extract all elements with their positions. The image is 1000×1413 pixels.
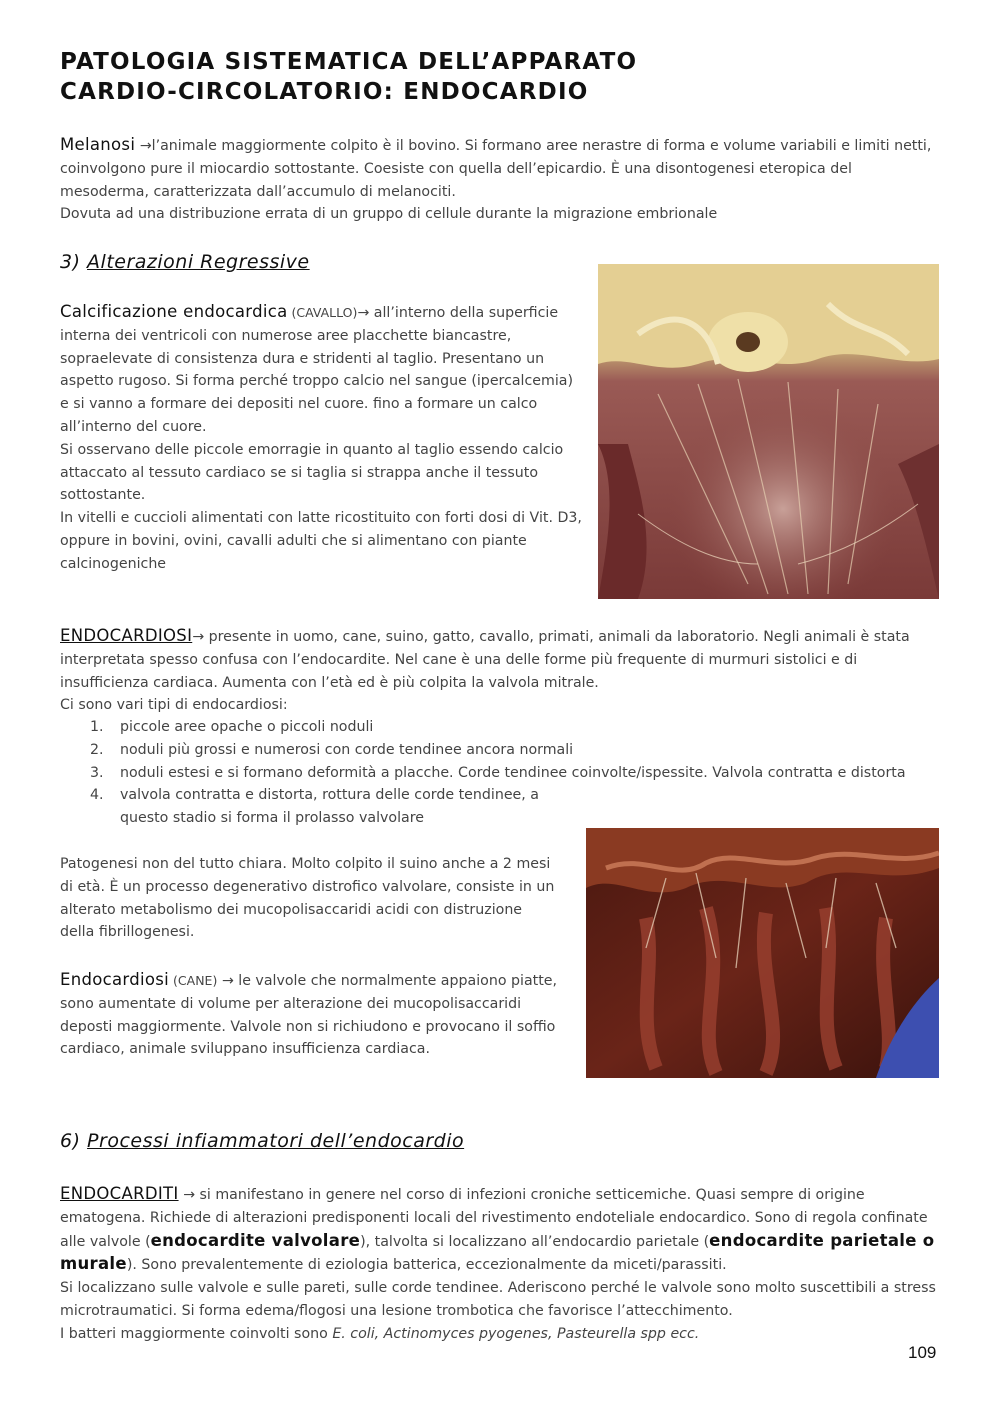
calcificazione-text: all’interno della superficie interna dei ventricoli con numerose aree placchette biancastre, sopraelevate di consistenza dura e stridenti al taglio. Presentano un aspetto rugoso. Si forma perché troppo calcio nel sangue (ipercalcemia) e si vanno a formare dei depositi nel cuore. fino a formare un calco all’interno del cuore. — [60, 305, 574, 435]
calcificazione-arrow: → — [357, 305, 374, 321]
melanosi-term: Melanosi — [60, 135, 136, 154]
endocardiosi-arrow: → — [192, 629, 209, 645]
endocarditi-paragraph — [60, 1183, 940, 1346]
endocardiosi-cane-paragraph — [60, 969, 565, 1061]
section-6-number: 6) — [60, 1130, 88, 1152]
endocarditi-text-2: Si localizzano sulle valvole e sulle pareti, sulle corde tendinee. Aderiscono perché le valvole sono molto suscettibili a stress microtraumatici. Si forma edema/flogosi una lesione trombotica che favorisce l’attecchimento. — [60, 1280, 936, 1319]
list-text: noduli estesi e si formano deformità a placche. Corde tendinee coinvolte/ispessite. Valvola contratta e distorta — [120, 764, 906, 781]
list-text: piccole aree opache o piccoli noduli — [120, 719, 374, 735]
endocarditi-text-c: ). Sono prevalentemente di eziologia batterica, eccezionalmente da miceti/parassiti. — [126, 1257, 727, 1274]
calcificazione-text-3: In vitelli e cuccioli alimentati con latte ricostituito con forti dosi di Vit. D3, oppure in bovini, ovini, cavalli adulti che si alimentano con piante calcinogeniche — [60, 510, 582, 572]
section-3-title: Alterazioni Regressive — [87, 251, 310, 273]
section-3-number: 3) — [60, 251, 88, 273]
endocardiosi-paragraph — [60, 625, 940, 717]
calcificazione-photo — [598, 264, 939, 599]
section-heading-3 — [60, 251, 310, 273]
melanosi-paragraph — [60, 134, 940, 226]
endocardiosi-photo — [586, 828, 939, 1078]
endocardiosi-cane-arrow: → — [217, 973, 239, 989]
endocardiosi-types-intro: Ci sono vari tipi di endocardiosi: — [60, 697, 288, 714]
endocardite-parietale: endocardite parietale o murale — [60, 1230, 935, 1274]
list-number: 3. — [90, 764, 104, 781]
section-heading-6 — [60, 1130, 464, 1152]
endocardiosi-cane-term: Endocardiosi — [60, 970, 170, 989]
endocarditi-text-b: ), talvolta si localizzano all’endocardio parietale ( — [360, 1233, 710, 1250]
patogenesi-paragraph — [60, 853, 560, 944]
list-number: 1. — [90, 719, 104, 735]
list-item — [60, 716, 940, 739]
endocardite-valvolare: endocardite valvolare — [150, 1230, 361, 1250]
melanosi-arrow: → — [135, 138, 152, 154]
endocardiosi-types-list — [60, 716, 940, 830]
list-text: valvola contratta e distorta, rottura delle corde tendinee, a questo stadio si forma il prolasso valvolare — [120, 787, 539, 827]
title-line-2: CARDIO-CIRCOLATORIO: ENDOCARDIO — [60, 79, 589, 105]
calcificazione-paragraph — [60, 301, 584, 576]
patogenesi-text: Patogenesi non del tutto chiara. Molto colpito il suino anche a 2 mesi di età. È un processo degenerativo distrofico valvolare, consiste in un alterato metabolismo dei mucopolisaccaridi acidi con distruzione della fibrillogenesi. — [60, 856, 555, 941]
endocarditi-text-a: si manifestano in genere nel corso di infezioni croniche setticemiche. Quasi sempre di origine ematogena. Richiede di alterazioni predisponenti locali del rivestimento endoteliale endocardico. Sono di regola confinate alle valvole ( — [60, 1187, 928, 1250]
list-number: 2. — [90, 741, 104, 758]
page-number: 109 — [908, 1343, 937, 1362]
page-title — [60, 47, 637, 107]
list-item — [60, 784, 568, 830]
endocardiosi-cane-tag: (CANE) — [169, 973, 218, 988]
title-line-1: PATOLOGIA SISTEMATICA DELL’APPARATO — [60, 49, 638, 75]
calcificazione-term: Calcificazione endocardica — [60, 302, 288, 321]
section-6-title: Processi infiammatori dell’endocardio — [87, 1130, 465, 1152]
endocardiosi-text: presente in uomo, cane, suino, gatto, cavallo, primati, animali da laboratorio. Negli animali è stata interpretata spesso confusa con l’endocardite. Nel cane è una delle forme più frequente di murmuri sistolici e di insufficienza cardiaca. Aumenta con l’età ed è più colpita la valvola mitrale. — [60, 629, 910, 691]
calcificazione-tag: (CAVALLO) — [287, 305, 358, 320]
endocarditi-term: ENDOCARDITI — [60, 1184, 179, 1203]
list-item — [60, 762, 940, 785]
melanosi-text: l’animale maggiormente colpito è il bovino. Si formano aree nerastre di forma e volume variabili e limiti netti, coinvolgono pure il miocardio sottostante. Coesiste con quella dell’epicardio. È una disontogenesi eteropica del mesoderma, caratterizzata dall’accumulo di melanociti. — [60, 138, 932, 200]
calcificazione-text-2: Si osservano delle piccole emorragie in quanto al taglio essendo calcio attaccato al tessuto cardiaco se si taglia si strappa anche il tessuto sottostante. — [60, 441, 564, 504]
list-number: 4. — [90, 787, 104, 804]
melanosi-text-2: Dovuta ad una distribuzione errata di un gruppo di cellule durante la migrazione embrionale — [60, 206, 718, 223]
heart-endocardiosis-image — [586, 828, 939, 1078]
list-text: noduli più grossi e numerosi con corde tendinee ancora normali — [120, 741, 574, 758]
endocardiosi-cane-text: le valvole che normalmente appaiono piatte, sono aumentate di volume per alterazione dei mucopolisaccaridi deposti maggiormente. Valvole non si richiudono e provocano il soffio cardiaco, animale sviluppano insufficienza cardiaca. — [60, 973, 558, 1058]
endocarditi-arrow: → — [178, 1187, 200, 1203]
list-item — [60, 739, 940, 762]
heart-calcification-image — [598, 264, 939, 599]
endocarditi-bacteria: E. coli, Actinomyces pyogenes, Pasteurella spp ecc. — [332, 1325, 700, 1342]
endocardiosi-term: ENDOCARDIOSI — [60, 626, 193, 645]
endocarditi-text-3: I batteri maggiormente coinvolti sono — [60, 1325, 333, 1342]
